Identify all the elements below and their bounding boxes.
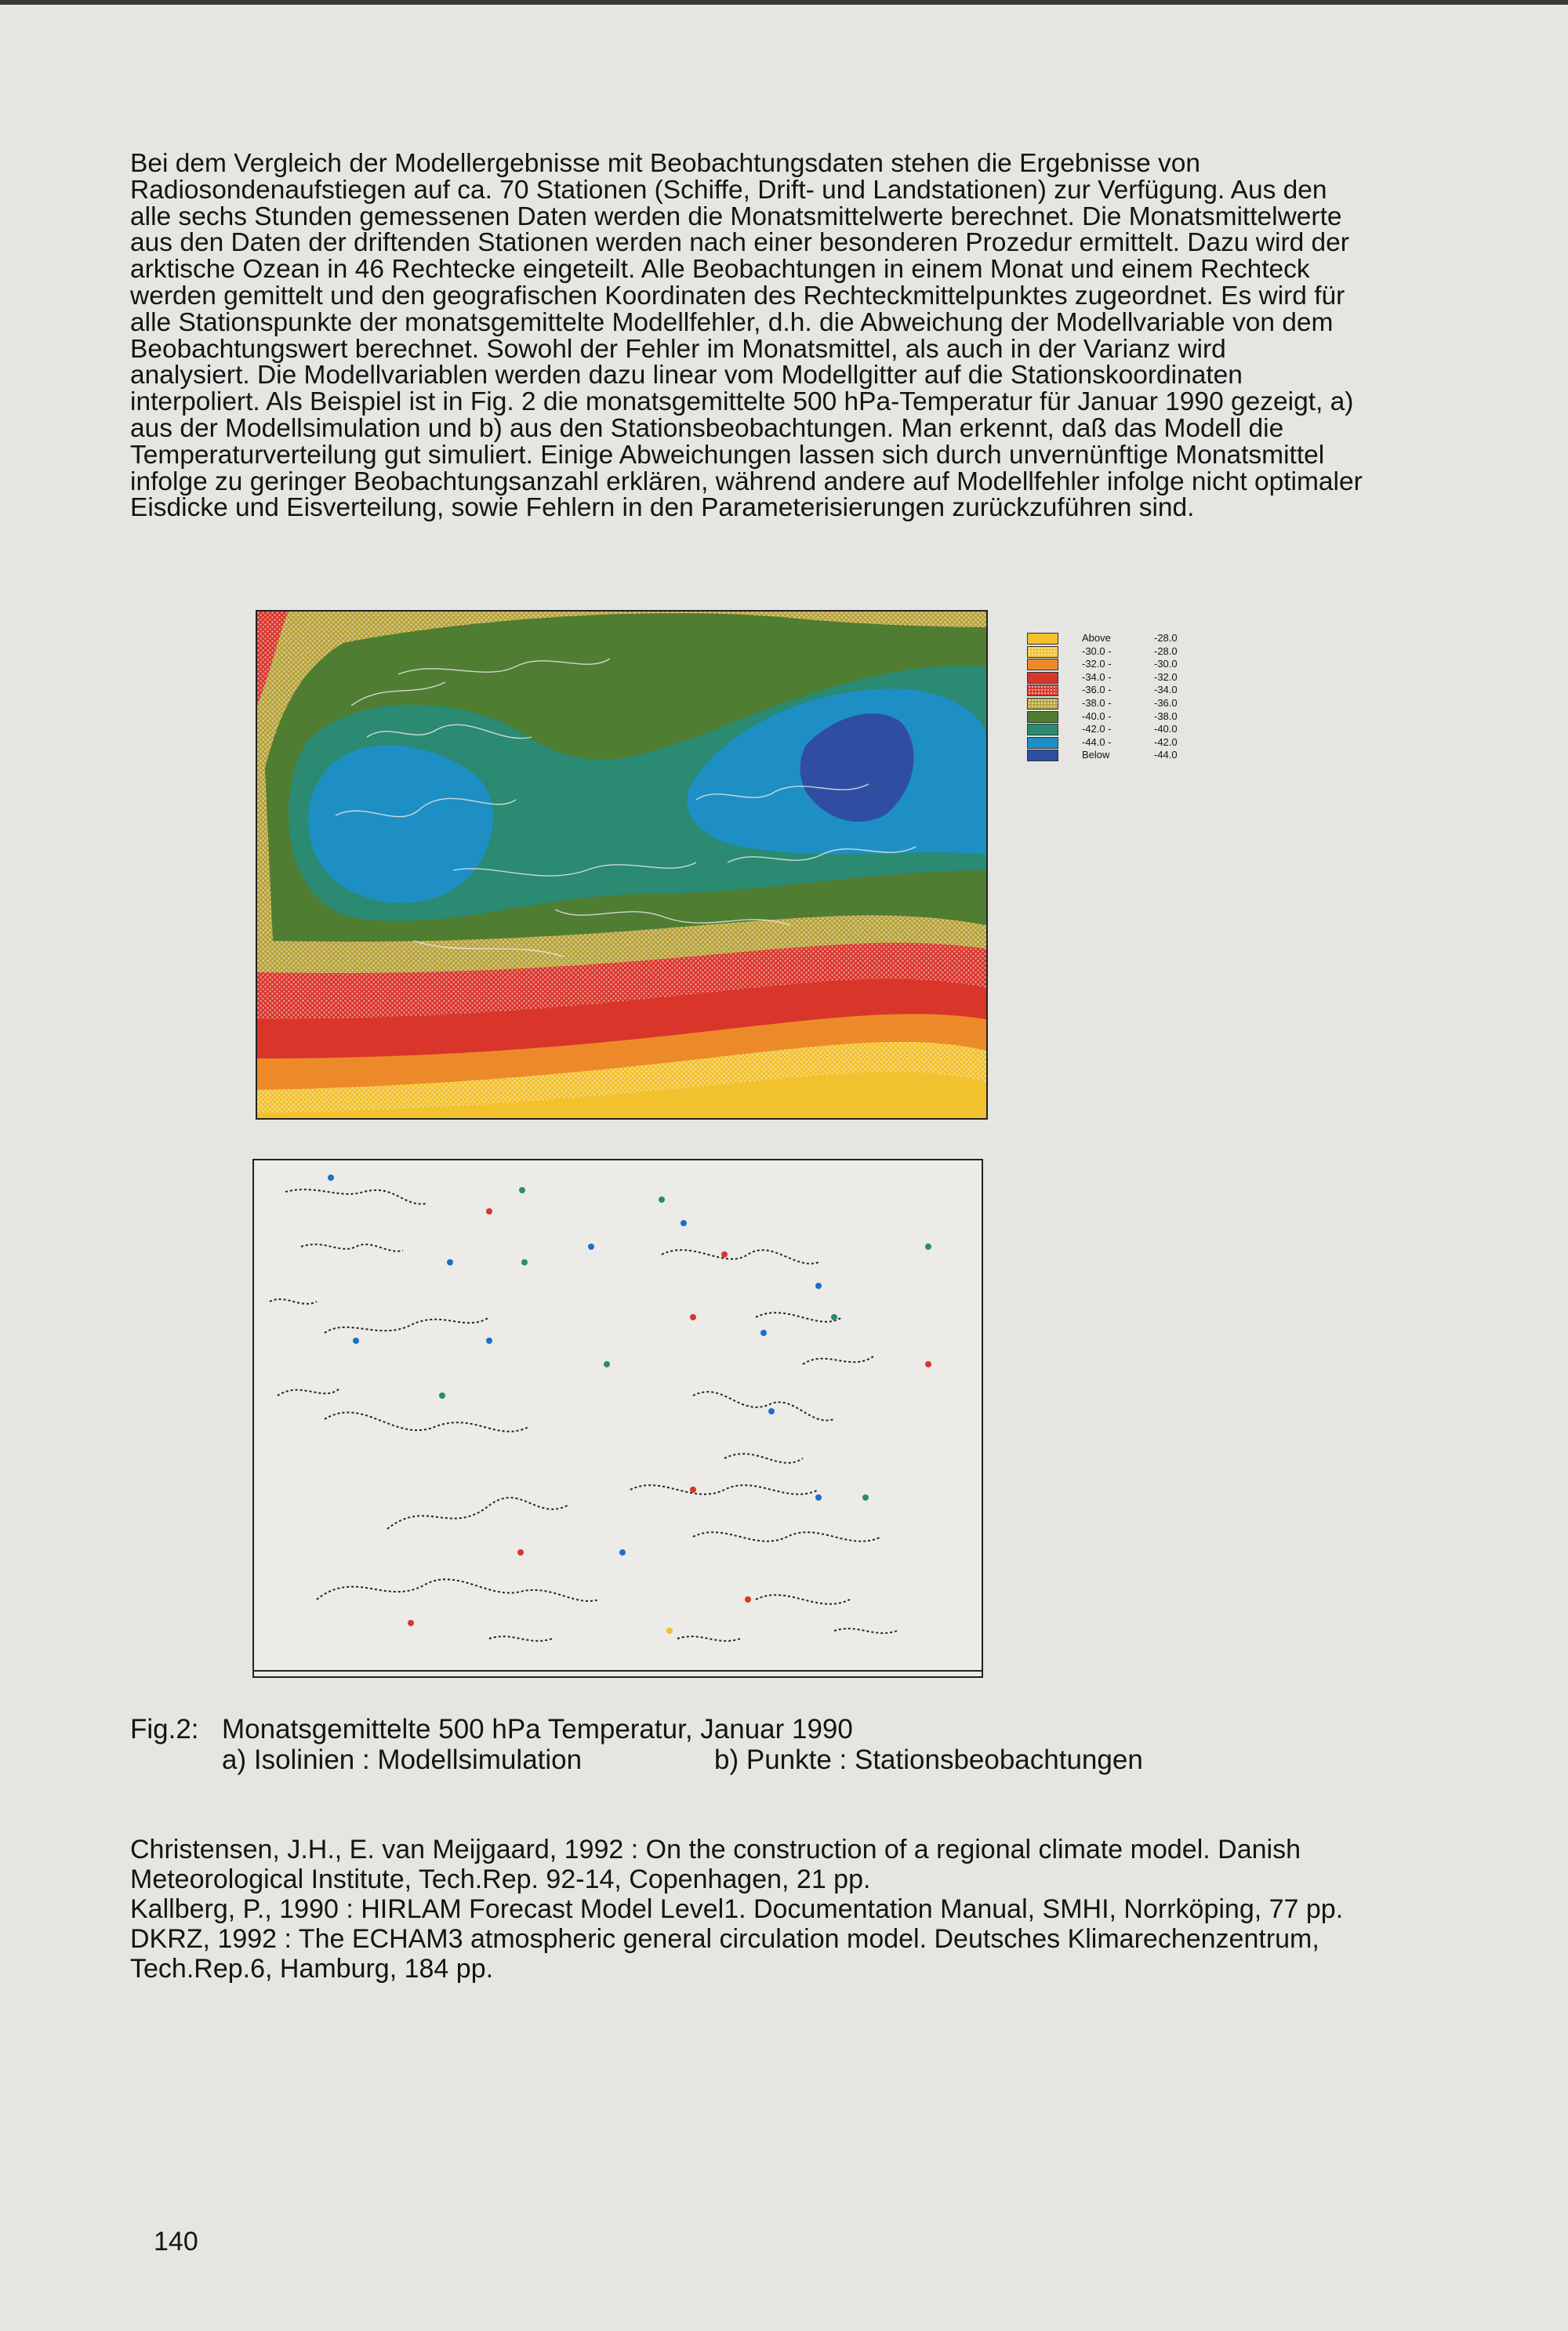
body-line: Bei dem Vergleich der Modellergebnisse mit Beobachtungsdaten stehen die Ergebnisse von bbox=[130, 149, 1201, 178]
legend-high-label: -28.0 bbox=[1154, 644, 1178, 657]
legend-high-label: -38.0 bbox=[1154, 710, 1178, 722]
body-line: aus den Daten der driftenden Stationen werden nach einer besonderen Prozedur ermittelt. Dazu wird der bbox=[130, 228, 1349, 258]
page-number: 140 bbox=[154, 2227, 198, 2257]
legend-swatch bbox=[1027, 698, 1058, 710]
legend-row bbox=[1027, 749, 1262, 762]
body-line: alle sechs Stunden gemessenen Daten werden die Monatsmittelwerte berechnet. Die Monatsmittelwerte bbox=[130, 202, 1342, 231]
legend-low-label: -44.0 - bbox=[1082, 735, 1112, 748]
legend-high-label: -32.0 bbox=[1154, 670, 1178, 683]
caption-tag: Fig.2: bbox=[130, 1714, 199, 1745]
body-line: alle Stationspunkte der monatsgemittelte Modellfehler, d.h. die Abweichung der Modellvariable von dem bbox=[130, 307, 1334, 337]
body-line: Beobachtungswert berechnet. Sowohl der Fehler im Monatsmittel, als auch in der Varianz wird bbox=[130, 334, 1226, 364]
legend-low-label: -38.0 - bbox=[1082, 696, 1112, 709]
caption-part-a: a) Isolinien : Modellsimulation bbox=[222, 1745, 583, 1775]
legend-low-label: -40.0 - bbox=[1082, 710, 1112, 722]
legend-row bbox=[1027, 723, 1262, 736]
legend-swatch bbox=[1027, 724, 1058, 735]
reference-line: Meteorological Institute, Tech.Rep. 92-14, Copenhagen, 21 pp. bbox=[130, 1864, 871, 1894]
body-line: Temperaturverteilung gut simuliert. Einige Abweichungen lassen sich durch unvernünftige Monatsmittel bbox=[130, 440, 1325, 470]
legend-high-label: -36.0 bbox=[1154, 696, 1178, 709]
legend-high-label: -42.0 bbox=[1154, 735, 1178, 748]
legend-high-label: -28.0 bbox=[1154, 632, 1178, 644]
figure-b-station-map bbox=[252, 1159, 983, 1678]
legend-row bbox=[1027, 710, 1262, 724]
legend-high-label: -40.0 bbox=[1154, 723, 1178, 735]
legend-swatch bbox=[1027, 684, 1058, 696]
body-line: Eisdicke und Eisverteilung, sowie Fehlern in den Parameterisierungen zurückzuführen sind. bbox=[130, 493, 1195, 523]
legend-low-label: -42.0 - bbox=[1082, 723, 1112, 735]
legend-row bbox=[1027, 697, 1262, 710]
reference-line: Tech.Rep.6, Hamburg, 184 pp. bbox=[130, 1954, 494, 1984]
legend-low-label: Above bbox=[1082, 632, 1111, 644]
body-paragraph bbox=[130, 151, 1541, 521]
page-top-edge bbox=[0, 0, 1568, 5]
legend-swatch bbox=[1027, 672, 1058, 684]
caption-title: Monatsgemittelte 500 hPa Temperatur, Januar 1990 bbox=[222, 1714, 853, 1745]
legend-row bbox=[1027, 671, 1262, 684]
body-line: infolge zu geringer Beobachtungsanzahl erklären, während andere auf Modellfehler infolge nicht optimaler bbox=[130, 467, 1363, 496]
legend-low-label: -32.0 - bbox=[1082, 658, 1112, 670]
legend-swatch bbox=[1027, 659, 1058, 670]
legend-swatch bbox=[1027, 711, 1058, 723]
legend-row bbox=[1027, 632, 1262, 645]
contour-map-svg bbox=[257, 612, 986, 1118]
legend-low-label: -30.0 - bbox=[1082, 644, 1112, 657]
body-line: arktische Ozean in 46 Rechtecke eingeteilt. Alle Beobachtungen in einem Monat und einem Rechteck bbox=[130, 255, 1310, 285]
reference-line: Christensen, J.H., E. van Meijgaard, 1992 : On the construction of a regional climate model. Danish bbox=[130, 1835, 1301, 1864]
legend-swatch bbox=[1027, 646, 1058, 658]
legend-row bbox=[1027, 645, 1262, 659]
legend-low-label: -34.0 - bbox=[1082, 670, 1112, 683]
references bbox=[130, 1835, 1541, 1984]
body-line: aus der Modellsimulation und b) aus den Stationsbeobachtungen. Man erkennt, daß das Modell die bbox=[130, 413, 1284, 443]
legend-swatch bbox=[1027, 633, 1058, 644]
legend-swatch bbox=[1027, 750, 1058, 761]
body-line: werden gemittelt und den geografischen Koordinaten des Rechteckmittelpunktes zugeordnet. Es wird für bbox=[130, 281, 1345, 310]
legend-high-label: -34.0 bbox=[1154, 684, 1178, 696]
legend-row bbox=[1027, 658, 1262, 671]
station-map-svg bbox=[254, 1160, 982, 1676]
body-line: analysiert. Die Modellvariablen werden dazu linear vom Modellgitter auf die Stationskoordinaten bbox=[130, 361, 1243, 390]
figure-a-model-map bbox=[256, 610, 988, 1120]
legend-row bbox=[1027, 736, 1262, 750]
body-line: interpoliert. Als Beispiel ist in Fig. 2 die monatsgemittelte 500 hPa-Temperatur für Januar 1990 gezeigt, a) bbox=[130, 387, 1354, 417]
body-line: Radiosondenaufstiegen auf ca. 70 Stationen (Schiffe, Drift- und Landstationen) zur Verfügung. Aus den bbox=[130, 175, 1327, 205]
reference-line: Kallberg, P., 1990 : HIRLAM Forecast Model Level1. Documentation Manual, SMHI, Norrköping, 77 pp. bbox=[130, 1894, 1344, 1924]
legend-row bbox=[1027, 684, 1262, 697]
legend-swatch bbox=[1027, 737, 1058, 749]
legend-low-label: Below bbox=[1082, 749, 1110, 761]
legend-low-label: -36.0 - bbox=[1082, 684, 1112, 696]
reference-line: DKRZ, 1992 : The ECHAM3 atmospheric general circulation model. Deutsches Klimarechenzentrum, bbox=[130, 1924, 1319, 1954]
figure-a-legend bbox=[1027, 632, 1262, 762]
legend-high-label: -30.0 bbox=[1154, 658, 1178, 670]
legend-high-label: -44.0 bbox=[1154, 749, 1178, 761]
caption-part-b: b) Punkte : Stationsbeobachtungen bbox=[714, 1745, 1143, 1775]
